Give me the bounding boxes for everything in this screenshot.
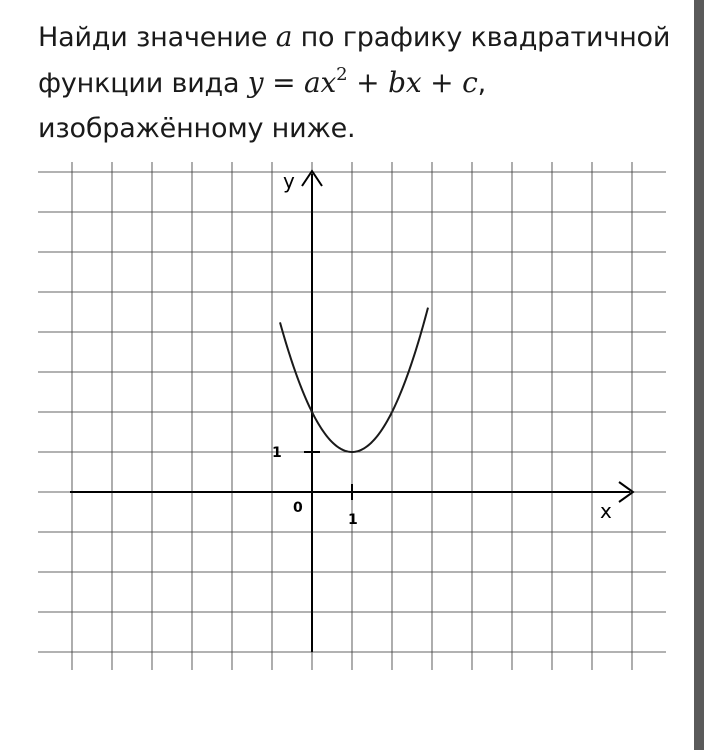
x-axis-label: x [600,499,612,523]
formula-y: y [247,66,264,99]
x-tick-label: 1 [348,512,358,528]
parabola-curve [280,308,428,452]
formula-exponent: 2 [336,64,348,85]
question-text-middle: по графику квадратичной функции вида [38,22,671,99]
question-text-before: Найди значение [38,22,268,53]
formula-x: x [320,66,337,99]
formula-b: b [388,66,406,99]
y-axis-label: y [283,169,295,193]
formula-plus-2: + [430,66,454,99]
y-tick-label: 1 [272,445,282,461]
formula-plus-1: + [356,66,380,99]
axes [70,171,633,652]
variable-a: a [275,20,293,53]
origin-label: 0 [293,500,303,516]
formula-c: c [462,66,478,99]
question-text-after: , изображённому ниже. [38,68,486,144]
formula-x2: x [405,66,422,99]
formula-eq: = [272,66,296,99]
formula-a: a [304,66,321,99]
grid-lines [38,162,666,670]
